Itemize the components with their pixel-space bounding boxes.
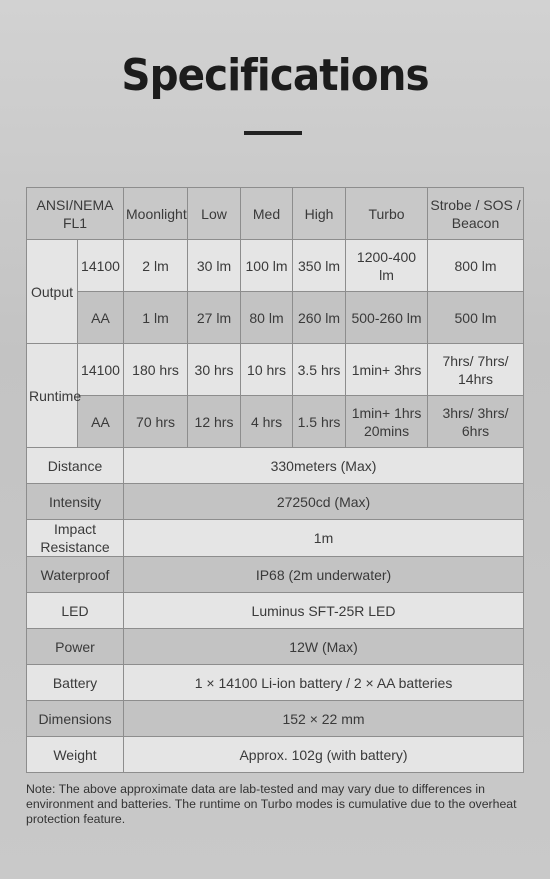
header-mode: Moonlight <box>124 188 188 240</box>
spec-row-waterproof <box>27 557 524 593</box>
spec-value: 1 × 14100 Li-ion battery / 2 × AA batteries <box>124 665 524 701</box>
spec-row-power <box>27 629 524 665</box>
spec-label: Power <box>27 629 124 665</box>
header-mode: Strobe / SOS / Beacon <box>428 188 524 240</box>
spec-label: Distance <box>27 448 124 484</box>
value-cell: 1.5 hrs <box>293 396 346 448</box>
output-label: Output <box>27 240 78 344</box>
spec-label: Impact Resistance <box>27 520 124 557</box>
value-cell: 260 lm <box>293 292 346 344</box>
battery-type: 14100 <box>78 240 124 292</box>
spec-label: Dimensions <box>27 701 124 737</box>
value-cell: 30 lm <box>188 240 241 292</box>
header-row <box>27 188 524 240</box>
title-underline <box>244 131 302 135</box>
value-cell: 12 hrs <box>188 396 241 448</box>
spec-row-dimensions <box>27 701 524 737</box>
spec-value: 27250cd (Max) <box>124 484 524 520</box>
page-title: Specifications <box>121 50 429 101</box>
header-mode: Turbo <box>346 188 428 240</box>
spec-value: IP68 (2m underwater) <box>124 557 524 593</box>
value-cell: 7hrs/ 7hrs/ 14hrs <box>428 344 524 396</box>
value-cell: 100 lm <box>241 240 293 292</box>
spec-row-led <box>27 593 524 629</box>
spec-label: Intensity <box>27 484 124 520</box>
value-cell: 800 lm <box>428 240 524 292</box>
value-cell: 1200-400 lm <box>346 240 428 292</box>
value-cell: 10 hrs <box>241 344 293 396</box>
battery-type: AA <box>78 396 124 448</box>
header-mode: High <box>293 188 346 240</box>
output-row-aa <box>27 292 524 344</box>
battery-type: 14100 <box>78 344 124 396</box>
output-row-14100 <box>27 240 524 292</box>
runtime-label: Runtime <box>27 344 78 448</box>
spec-value: 12W (Max) <box>124 629 524 665</box>
value-cell: 2 lm <box>124 240 188 292</box>
spec-label: Waterproof <box>27 557 124 593</box>
value-cell: 500 lm <box>428 292 524 344</box>
value-cell: 350 lm <box>293 240 346 292</box>
header-corner: ANSI/NEMA FL1 <box>27 188 124 240</box>
spec-value: Approx. 102g (with battery) <box>124 737 524 773</box>
spec-value: Luminus SFT-25R LED <box>124 593 524 629</box>
value-cell: 500-260 lm <box>346 292 428 344</box>
value-cell: 27 lm <box>188 292 241 344</box>
header-mode: Med <box>241 188 293 240</box>
value-cell: 1 lm <box>124 292 188 344</box>
spec-table <box>26 187 524 773</box>
spec-label: Weight <box>27 737 124 773</box>
spec-value: 152 × 22 mm <box>124 701 524 737</box>
footnote: Note: The above approximate data are lab-tested and may vary due to differences in environment and batteries. The runtime on Turbo modes is cumulative due to the overheat protection feature. <box>26 782 517 826</box>
value-cell: 1min+ 1hrs 20mins <box>346 396 428 448</box>
spec-value: 330meters (Max) <box>124 448 524 484</box>
value-cell: 80 lm <box>241 292 293 344</box>
spec-row-intensity <box>27 484 524 520</box>
value-cell: 30 hrs <box>188 344 241 396</box>
value-cell: 4 hrs <box>241 396 293 448</box>
spec-value: 1m <box>124 520 524 557</box>
spec-label: LED <box>27 593 124 629</box>
value-cell: 180 hrs <box>124 344 188 396</box>
spec-row-weight <box>27 737 524 773</box>
value-cell: 3.5 hrs <box>293 344 346 396</box>
battery-type: AA <box>78 292 124 344</box>
runtime-row-aa <box>27 396 524 448</box>
spec-label: Battery <box>27 665 124 701</box>
spec-row-impact-resistance <box>27 520 524 557</box>
runtime-row-14100 <box>27 344 524 396</box>
header-mode: Low <box>188 188 241 240</box>
value-cell: 1min+ 3hrs <box>346 344 428 396</box>
value-cell: 70 hrs <box>124 396 188 448</box>
value-cell: 3hrs/ 3hrs/ 6hrs <box>428 396 524 448</box>
spec-row-distance <box>27 448 524 484</box>
spec-row-battery <box>27 665 524 701</box>
